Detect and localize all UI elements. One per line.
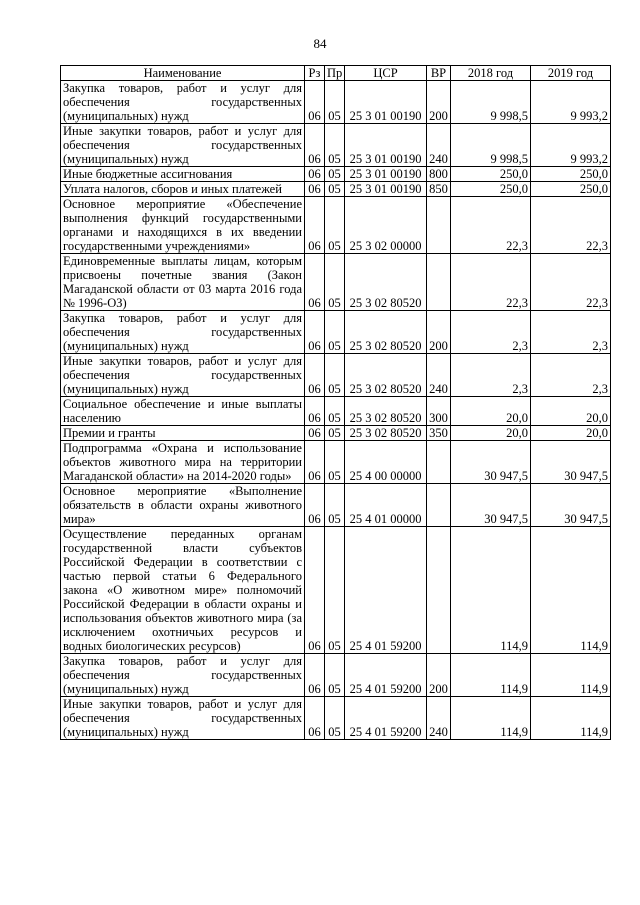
column-header-rz: Рз: [305, 66, 325, 81]
table-header-row: [61, 66, 611, 81]
row-2019-cell: 20,0: [531, 397, 611, 426]
row-2019-cell: 114,9: [531, 527, 611, 654]
column-header-2018: 2018 год: [451, 66, 531, 81]
row-2019-cell: 9 993,2: [531, 81, 611, 124]
row-pr-cell: 05: [325, 426, 345, 441]
row-2019-cell: 30 947,5: [531, 441, 611, 484]
row-2019-cell: 250,0: [531, 167, 611, 182]
row-pr-cell: 05: [325, 354, 345, 397]
row-2019-cell: 22,3: [531, 197, 611, 254]
row-csr-cell: 25 3 01 00190: [345, 81, 427, 124]
row-name-cell: Иные закупки товаров, работ и услуг для обеспечения государственных (муниципальных) нужд: [61, 354, 305, 397]
row-vr-cell: 240: [427, 354, 451, 397]
row-name-cell: Подпрограмма «Охрана и использование объектов животного мира на территории Магаданской области» на 2014-2020 годы»: [61, 441, 305, 484]
row-rz-cell: 06: [305, 426, 325, 441]
row-name-cell: Иные бюджетные ассигнования: [61, 167, 305, 182]
row-pr-cell: 05: [325, 81, 345, 124]
row-pr-cell: 05: [325, 441, 345, 484]
row-name-cell: Иные закупки товаров, работ и услуг для обеспечения государственных (муниципальных) нужд: [61, 697, 305, 740]
table-row: [61, 311, 611, 354]
row-2018-cell: 250,0: [451, 167, 531, 182]
row-vr-cell: 200: [427, 81, 451, 124]
row-2018-cell: 22,3: [451, 197, 531, 254]
row-csr-cell: 25 3 01 00190: [345, 167, 427, 182]
row-pr-cell: 05: [325, 654, 345, 697]
row-vr-cell: 850: [427, 182, 451, 197]
table-row: [61, 654, 611, 697]
table-row: [61, 527, 611, 654]
row-name-cell: Единовременные выплаты лицам, которым присвоены почетные звания (Закон Магаданской области от 03 марта 2016 года № 1996-ОЗ): [61, 254, 305, 311]
row-name-cell: Осуществление переданных органам государственной власти субъектов Российской Федерации в соответствии с частью первой статьи 6 Федерального закона «О животном мире» полномочий Российской Федерации в области охраны и использования объектов животного мира (за исключением охотничьих ресурсов и водных биологических ресурсов): [61, 527, 305, 654]
row-vr-cell: 200: [427, 311, 451, 354]
row-csr-cell: 25 3 01 00190: [345, 182, 427, 197]
row-2018-cell: 2,3: [451, 311, 531, 354]
row-vr-cell: 240: [427, 697, 451, 740]
table-row: [61, 441, 611, 484]
row-csr-cell: 25 3 01 00190: [345, 124, 427, 167]
column-header-vr: ВР: [427, 66, 451, 81]
row-name-cell: Закупка товаров, работ и услуг для обеспечения государственных (муниципальных) нужд: [61, 654, 305, 697]
row-2018-cell: 30 947,5: [451, 484, 531, 527]
table-row: [61, 484, 611, 527]
row-2019-cell: 30 947,5: [531, 484, 611, 527]
table-row: [61, 697, 611, 740]
row-2019-cell: 20,0: [531, 426, 611, 441]
row-pr-cell: 05: [325, 254, 345, 311]
row-csr-cell: 25 3 02 00000: [345, 197, 427, 254]
row-csr-cell: 25 3 02 80520: [345, 354, 427, 397]
row-2018-cell: 9 998,5: [451, 124, 531, 167]
row-vr-cell: 350: [427, 426, 451, 441]
row-rz-cell: 06: [305, 527, 325, 654]
row-name-cell: Премии и гранты: [61, 426, 305, 441]
row-2018-cell: 114,9: [451, 697, 531, 740]
row-rz-cell: 06: [305, 167, 325, 182]
table-row: [61, 426, 611, 441]
row-name-cell: Социальное обеспечение и иные выплаты населению: [61, 397, 305, 426]
row-csr-cell: 25 4 00 00000: [345, 441, 427, 484]
table-row: [61, 254, 611, 311]
row-pr-cell: 05: [325, 167, 345, 182]
row-rz-cell: 06: [305, 441, 325, 484]
row-name-cell: Иные закупки товаров, работ и услуг для обеспечения государственных (муниципальных) нужд: [61, 124, 305, 167]
row-csr-cell: 25 4 01 00000: [345, 484, 427, 527]
row-vr-cell: [427, 527, 451, 654]
row-pr-cell: 05: [325, 397, 345, 426]
table-row: [61, 167, 611, 182]
table-row: [61, 182, 611, 197]
row-rz-cell: 06: [305, 254, 325, 311]
row-pr-cell: 05: [325, 124, 345, 167]
row-rz-cell: 06: [305, 81, 325, 124]
row-2018-cell: 30 947,5: [451, 441, 531, 484]
row-rz-cell: 06: [305, 182, 325, 197]
column-header-name: Наименование: [61, 66, 305, 81]
row-2018-cell: 9 998,5: [451, 81, 531, 124]
budget-table: [60, 65, 611, 740]
table-row: [61, 197, 611, 254]
row-pr-cell: 05: [325, 697, 345, 740]
column-header-2019: 2019 год: [531, 66, 611, 81]
row-2018-cell: 2,3: [451, 354, 531, 397]
row-pr-cell: 05: [325, 182, 345, 197]
row-rz-cell: 06: [305, 197, 325, 254]
row-csr-cell: 25 4 01 59200: [345, 654, 427, 697]
row-name-cell: Основное мероприятие «Обеспечение выполнения функций государственными органами и находящихся в их введении государственными учреждениями»: [61, 197, 305, 254]
row-name-cell: Закупка товаров, работ и услуг для обеспечения государственных (муниципальных) нужд: [61, 81, 305, 124]
row-2019-cell: 9 993,2: [531, 124, 611, 167]
row-2019-cell: 2,3: [531, 311, 611, 354]
row-2019-cell: 114,9: [531, 697, 611, 740]
row-vr-cell: 200: [427, 654, 451, 697]
row-vr-cell: 800: [427, 167, 451, 182]
row-2018-cell: 22,3: [451, 254, 531, 311]
row-pr-cell: 05: [325, 311, 345, 354]
row-csr-cell: 25 3 02 80520: [345, 397, 427, 426]
row-name-cell: Основное мероприятие «Выполнение обязательств в области охраны животного мира»: [61, 484, 305, 527]
row-rz-cell: 06: [305, 397, 325, 426]
table-row: [61, 354, 611, 397]
row-rz-cell: 06: [305, 124, 325, 167]
row-name-cell: Закупка товаров, работ и услуг для обеспечения государственных (муниципальных) нужд: [61, 311, 305, 354]
row-2019-cell: 22,3: [531, 254, 611, 311]
row-2019-cell: 250,0: [531, 182, 611, 197]
row-csr-cell: 25 3 02 80520: [345, 426, 427, 441]
page-number: 84: [313, 36, 327, 51]
table-row: [61, 124, 611, 167]
column-header-pr: Пр: [325, 66, 345, 81]
row-rz-cell: 06: [305, 354, 325, 397]
row-2018-cell: 20,0: [451, 426, 531, 441]
row-rz-cell: 06: [305, 654, 325, 697]
row-2018-cell: 114,9: [451, 654, 531, 697]
row-name-cell: Уплата налогов, сборов и иных платежей: [61, 182, 305, 197]
column-header-csr: ЦСР: [345, 66, 427, 81]
row-pr-cell: 05: [325, 197, 345, 254]
row-csr-cell: 25 4 01 59200: [345, 697, 427, 740]
row-2018-cell: 250,0: [451, 182, 531, 197]
row-vr-cell: 300: [427, 397, 451, 426]
row-csr-cell: 25 3 02 80520: [345, 311, 427, 354]
row-vr-cell: [427, 441, 451, 484]
row-csr-cell: 25 4 01 59200: [345, 527, 427, 654]
row-vr-cell: 240: [427, 124, 451, 167]
row-vr-cell: [427, 254, 451, 311]
row-rz-cell: 06: [305, 484, 325, 527]
row-2019-cell: 2,3: [531, 354, 611, 397]
row-pr-cell: 05: [325, 484, 345, 527]
row-vr-cell: [427, 484, 451, 527]
row-pr-cell: 05: [325, 527, 345, 654]
table-row: [61, 81, 611, 124]
row-2019-cell: 114,9: [531, 654, 611, 697]
row-rz-cell: 06: [305, 697, 325, 740]
row-csr-cell: 25 3 02 80520: [345, 254, 427, 311]
row-2018-cell: 20,0: [451, 397, 531, 426]
table-row: [61, 397, 611, 426]
row-vr-cell: [427, 197, 451, 254]
row-2018-cell: 114,9: [451, 527, 531, 654]
row-rz-cell: 06: [305, 311, 325, 354]
